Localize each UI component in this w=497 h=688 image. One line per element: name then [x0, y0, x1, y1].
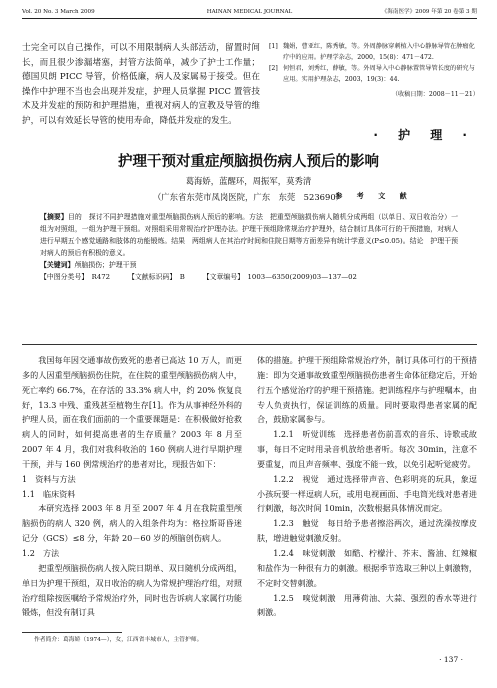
- author-footnote: 作者简介：葛海娇（1974—），女，江西省丰城市人，主管护师。: [34, 637, 203, 643]
- document-code: 【文献标识码】 B: [128, 272, 185, 281]
- running-head: [22, 7, 477, 19]
- body-paragraph: 我国每年因交通事故伤致死的患者已高达 10 万人，而更多的人因重型颅脑损伤住院，在住院的重型颅脑损伤病人中，死亡率约 66.7%，在存活的 33.3% 病人中，约 20% 恢复良好，13.3 中残、重残甚至植物生存[1]。作为从事神经外科的护理人员，面在我们面前的一个重要课题是：在积极做好抢救病人的同时，如何提高患者的生存质量？2003 年 8 月至 2007 年 4 月，我们对我科收治的 160 例病人进行早期护理干预，并与 160 例常规治疗的患者对比，现报告如下：: [22, 355, 242, 469]
- body-paragraph: 把重型颅脑损伤病人按入院日期单、双日随机分成两组，单日为护理干预组，双日收治的病人为常规护理治疗组，对照治疗组除按医嘱给予常规治疗外，同时也告诉病人家属行功能锻炼，但没有制订具: [22, 562, 242, 618]
- abstract: [40, 212, 458, 283]
- classification-line: [40, 272, 458, 284]
- reference-text: 魏娟，曹亚红，陈秀敏，等。外周静脉穿刺植入中心静脉导管在肿瘤化疗中的应用。护理学杂志，2000，15(8)：471－472.: [283, 43, 475, 61]
- previous-article-tail: [22, 41, 260, 129]
- article-id: 【文章编号】 1003—6350(2009)03—137—02: [202, 272, 357, 281]
- reference-number: [1]: [269, 43, 278, 50]
- abstract-label: 【摘要】: [40, 213, 68, 221]
- journal-issue: 《海南医学》2009 年第 20 卷第 3 期: [381, 9, 477, 15]
- references: [269, 41, 479, 200]
- subsection-heading: 1.1 临床资料: [22, 488, 76, 499]
- previous-article-paragraph: 士完全可以自己操作，可以不用限制病人头部活动，留置时间长，而且很少渗漏堵塞，封管方法简单，减少了护士工作量；德国贝朗 PICC 导管，价格低廉，病人及家属易于接受。但在操作中护理不当也会出现并发症，护理人员掌握 PICC 置管技术及并发症的预防和护理措施，重视对病人的宣教及导管的维护，可以有效延长导管的使用寿命，降低并发症的发生。: [22, 43, 260, 126]
- article-authors: 葛海娇，蓝醒环，周振军，莫秀清: [185, 176, 312, 186]
- keywords-text: 颅脑损伤；护理干预: [74, 260, 137, 269]
- subsection-heading: 1.2 方法: [22, 547, 60, 558]
- body-paragraph: 1.2.1 听觉训练 选择患者伤前喜欢的音乐、诗歌或故事，每日不定时用录音机放给患者听。每次 30min，注意不要重复，而且声音频率、强度不能一致，以免引起听觉疲劳。: [257, 429, 477, 469]
- body-paragraph: 1.2.3 触觉 每日给予患者擦浴两次，通过洗澡按摩皮肤，增进触觉刺激反射。: [257, 518, 477, 544]
- received-date: （收稿日期：2008－11－21）: [391, 91, 479, 98]
- body-column-right: [257, 353, 477, 620]
- journal-name: HAINAN MEDICAL JOURNAL: [206, 9, 293, 15]
- article-title: 护理干预对重症颅脑损伤病人预后的影响: [118, 154, 379, 170]
- page-number: · 137 ·: [439, 655, 463, 664]
- reference-number: [2]: [269, 65, 278, 72]
- section-heading: 1 资料与方法: [22, 473, 76, 484]
- footnote-divider: [22, 632, 122, 633]
- reference-item: [269, 41, 479, 63]
- abstract-text: 目的 探讨不同护理措施对重型颅脑损伤病人预后的影响。方法 把重型颅脑损伤病人随机分成两组（以单日、双日收治分）一组为对照组，一组为护理干预组。对照组采用常规治疗护理办法。护理干预组除常规治疗护理外，结合制订具体可行的干预措施，对病人进行早期五个感觉通路和肢体的功能锻炼。结果 两组病人在其治疗时间和住院日期等方面差异有统计学意义(P≤0.05)。结论 护理干预对病人的预后有积极的意义。: [40, 213, 458, 257]
- keywords-line: [40, 260, 458, 272]
- journal-volume: Vol. 20 No. 3 March 2009: [22, 9, 95, 15]
- body-paragraph: 1.2.2 视觉 通过选择带声音、色彩明亮的玩具，象逗小孩玩要一样逗病人玩，或用电视画面、手电筒光线对患者进行刺激，每次时间 10min，次数根据具体情况而定。: [257, 473, 477, 514]
- body-column-left: [22, 353, 242, 620]
- abstract-paragraph: [40, 212, 458, 260]
- body-paragraph: 1.2.5 嗅觉刺激 用薄荷油、大蒜、强烈的香水等进行刺激。: [257, 592, 477, 618]
- clc-number: 【中图分类号】 R472: [40, 272, 111, 281]
- section-tag: · 护 理 ·: [373, 128, 475, 142]
- article-affiliation: （广东省东莞市凤岗医院，广东 东莞 523690）: [152, 192, 345, 202]
- keywords-label: 【关键词】: [40, 260, 75, 269]
- divider: [22, 344, 477, 345]
- references-title: 参 考 文 献: [335, 192, 413, 200]
- reference-text: 何恒君，刘秀红，薛敏，等。外周导入中心静脉置管导管长度的研究与应用。实用护理杂志，2003，19(3)：44.: [283, 65, 475, 83]
- body-paragraph: 体的措施。护理干预组除常规治疗外，制订具体可行的干预措施：即为交通事故致重型颅脑损伤患者生命体征稳定后，开始行五个感觉治疗的护理干预措施。把训练程序与护理嘱本，由专人负责执行，保证训练的质量。同时要取得患者家属的配合，鼓励家属参与。: [257, 355, 477, 425]
- body-paragraph: 1.2.4 味觉刺激 如酷、柠檬汁、芥末、酱油、红辣椒和盐作为一种很有力的刺激。根据季节选取三种以上刺激物，不定时交替刺激。: [257, 547, 477, 588]
- reference-item: [269, 63, 479, 85]
- body-paragraph: 本研究选择 2003 年 8 月至 2007 年 4 月在我院重型颅脑损伤的病人 320 例，病人的入组条件均为：格拉斯哥昏迷记分（GCS）≤8 分，年龄 20－60 岁的颅脑创伤病人。: [22, 503, 242, 544]
